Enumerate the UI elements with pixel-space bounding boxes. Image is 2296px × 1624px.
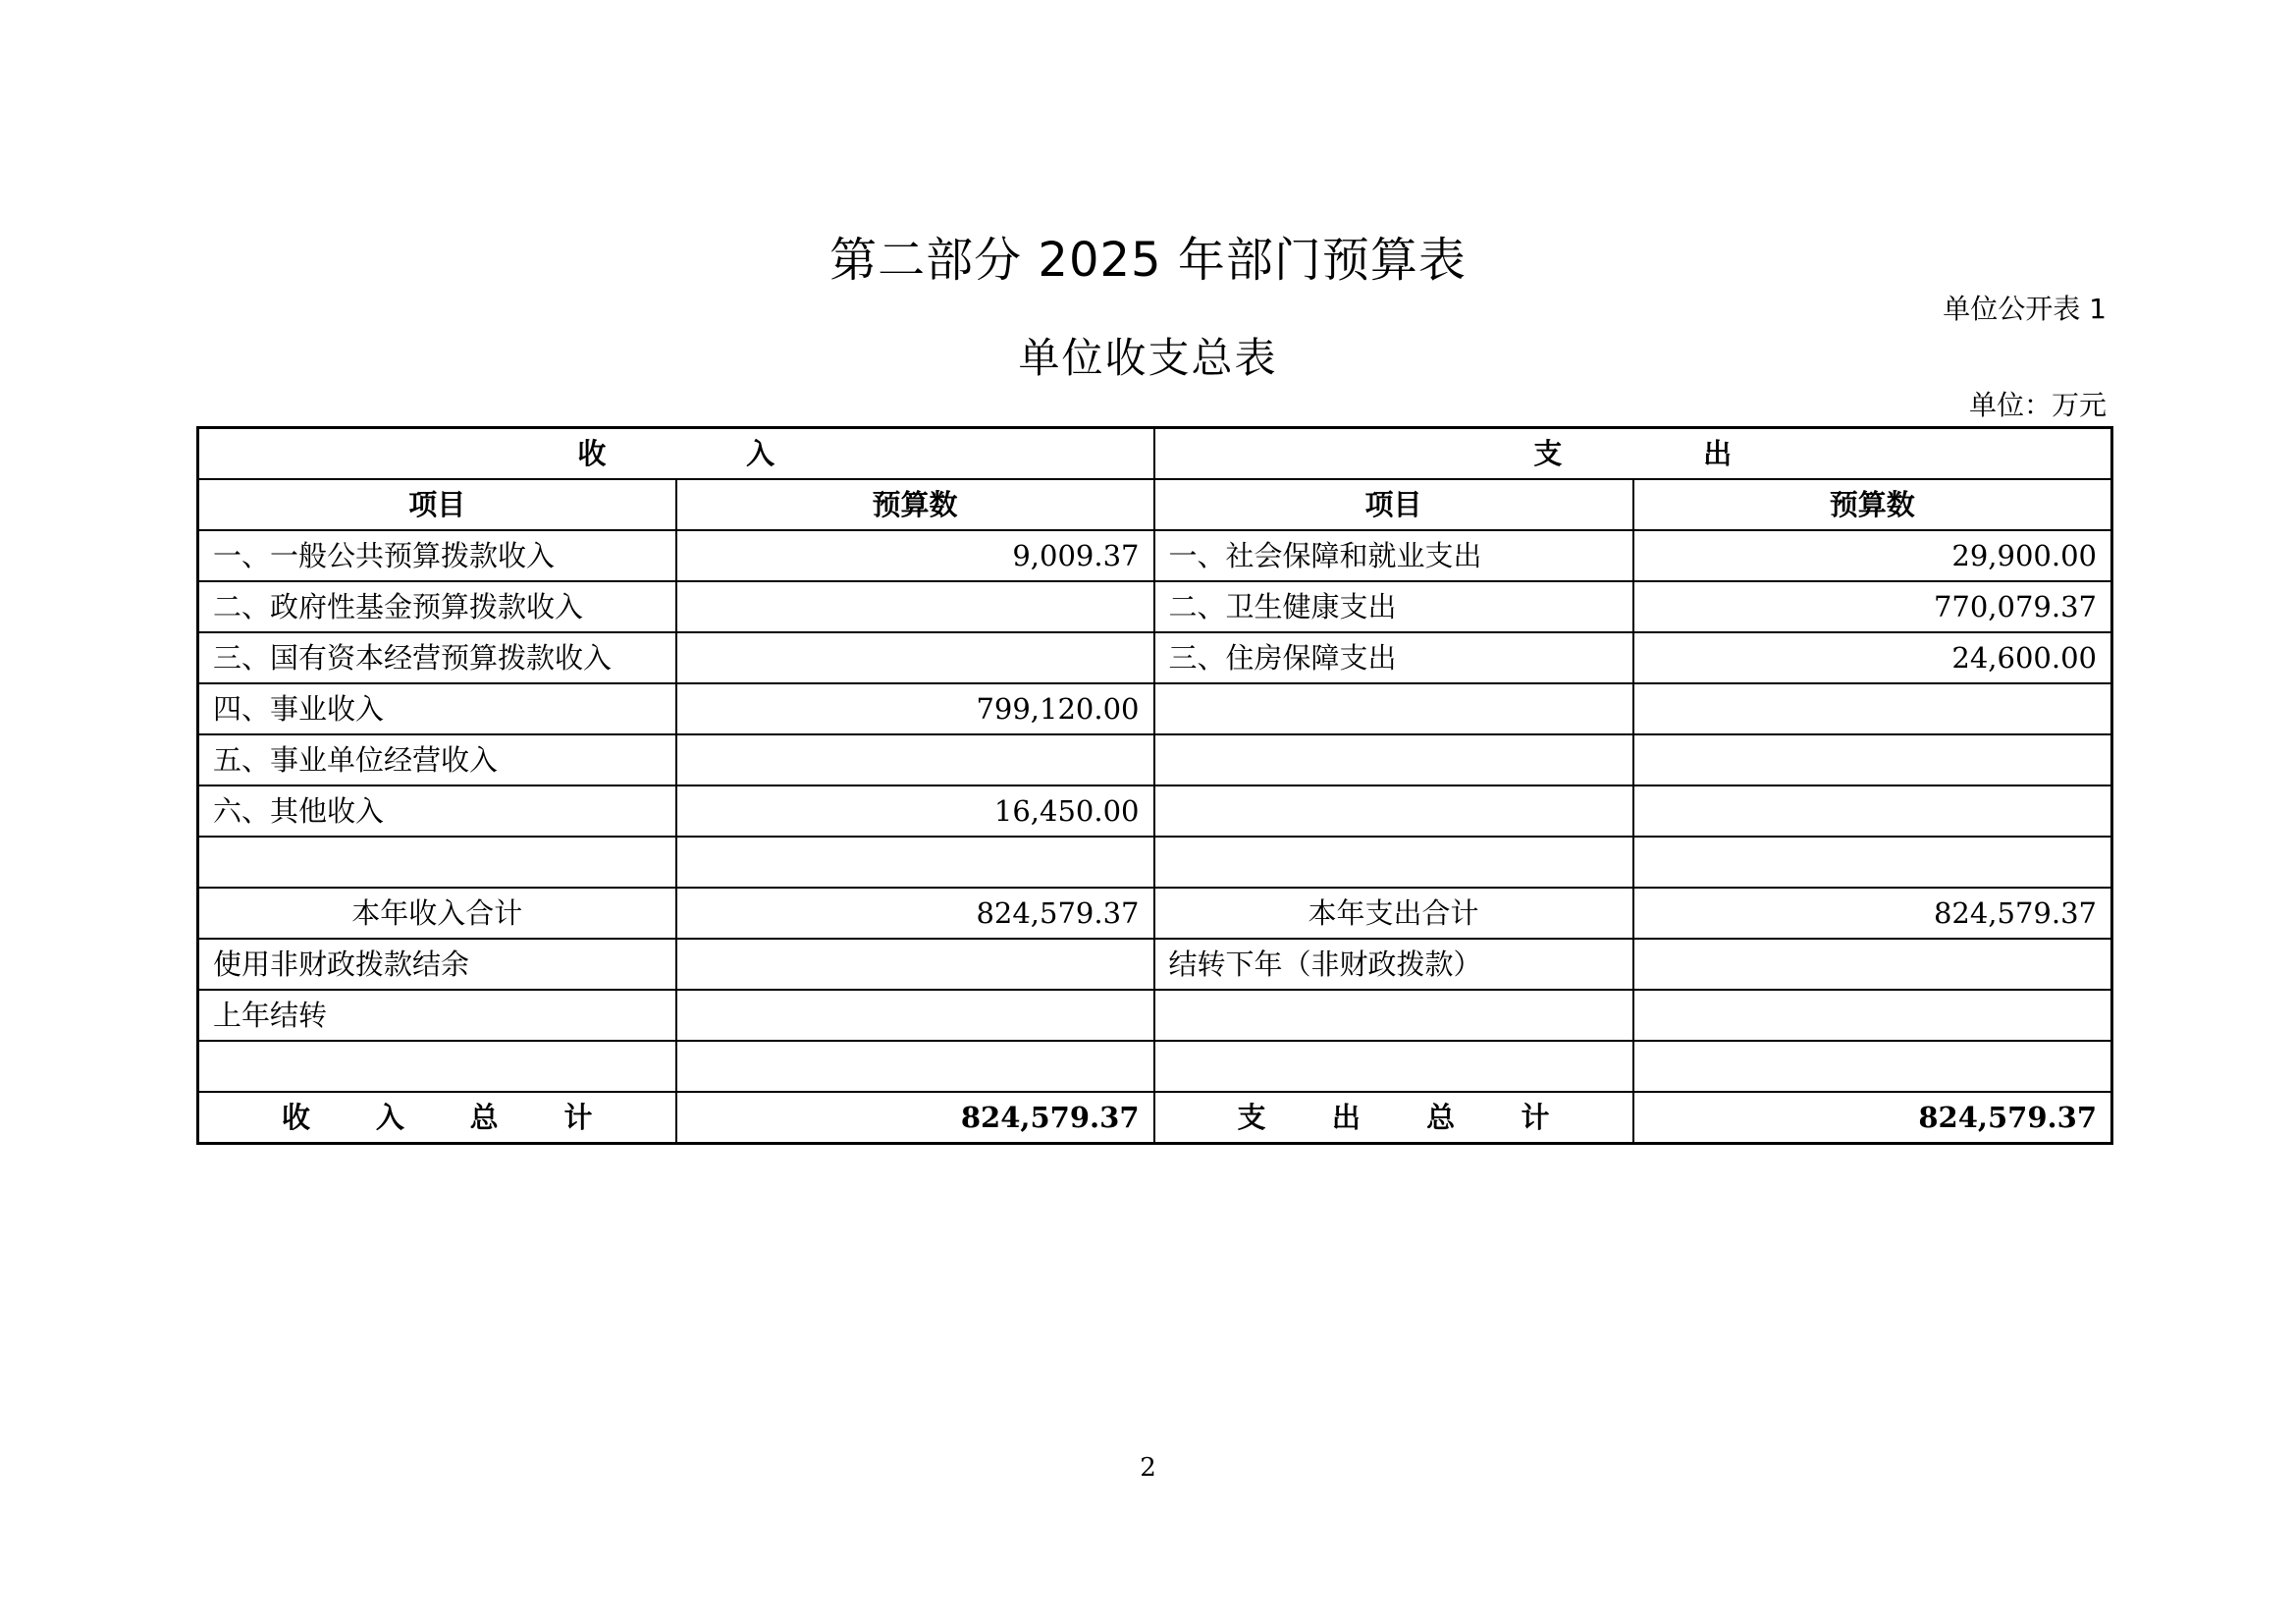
income-item: 二、政府性基金预算拨款收入 <box>198 581 676 632</box>
expense-item: 结转下年（非财政拨款） <box>1154 939 1633 990</box>
section-expense-char: 出 <box>1703 437 1733 470</box>
page-number: 2 <box>1140 1453 1156 1483</box>
expense-amount <box>1633 683 2112 734</box>
expense-item <box>1154 683 1633 734</box>
expense-amount <box>1633 734 2112 785</box>
expense-grand-total-label <box>1154 1092 1633 1144</box>
expense-item <box>1154 734 1633 785</box>
income-amount <box>676 837 1154 888</box>
income-item: 一、一般公共预算拨款收入 <box>198 530 676 581</box>
income-amount <box>676 734 1154 785</box>
income-amount <box>676 581 1154 632</box>
table-row <box>198 785 2112 837</box>
income-grand-total-label <box>198 1092 676 1144</box>
income-amount <box>676 990 1154 1041</box>
table-row <box>198 1041 2112 1092</box>
table-row <box>198 734 2112 785</box>
grand-total-char: 入 <box>375 1101 404 1134</box>
table-row <box>198 632 2112 683</box>
col-header-income-budget: 预算数 <box>676 479 1154 530</box>
expense-amount: 24,600.00 <box>1633 632 2112 683</box>
income-amount <box>676 939 1154 990</box>
grand-total-char: 收 <box>282 1101 311 1134</box>
expense-amount <box>1633 837 2112 888</box>
expense-item <box>1154 785 1633 837</box>
income-amount: 799,120.00 <box>676 683 1154 734</box>
income-item <box>198 837 676 888</box>
expense-subtotal-amount: 824,579.37 <box>1633 888 2112 939</box>
col-header-income-item: 项目 <box>198 479 676 530</box>
expense-grand-total-amount: 824,579.37 <box>1633 1092 2112 1144</box>
grand-total-char: 总 <box>1426 1101 1456 1134</box>
section-income-char: 收 <box>577 437 607 470</box>
column-header-row <box>198 479 2112 530</box>
income-item <box>198 1041 676 1092</box>
income-subtotal-label: 本年收入合计 <box>198 888 676 939</box>
form-number: 单位公开表 1 <box>1943 293 2107 325</box>
income-item: 六、其他收入 <box>198 785 676 837</box>
section-header-row <box>198 428 2112 480</box>
table-row <box>198 581 2112 632</box>
income-subtotal-amount: 824,579.37 <box>676 888 1154 939</box>
section-income-char: 入 <box>746 437 775 470</box>
table-row <box>198 837 2112 888</box>
grand-total-char: 总 <box>469 1101 499 1134</box>
income-grand-total-amount: 824,579.37 <box>676 1092 1154 1144</box>
income-item: 三、国有资本经营预算拨款收入 <box>198 632 676 683</box>
expense-item: 一、社会保障和就业支出 <box>1154 530 1633 581</box>
expense-subtotal-label: 本年支出合计 <box>1154 888 1633 939</box>
expense-amount <box>1633 939 2112 990</box>
income-item: 上年结转 <box>198 990 676 1041</box>
grand-total-row <box>198 1092 2112 1144</box>
grand-total-char: 出 <box>1331 1101 1361 1134</box>
expense-amount <box>1633 990 2112 1041</box>
income-item: 使用非财政拨款结余 <box>198 939 676 990</box>
income-amount: 9,009.37 <box>676 530 1154 581</box>
col-header-expense-budget: 预算数 <box>1633 479 2112 530</box>
grand-total-char: 计 <box>563 1101 593 1134</box>
expense-amount <box>1633 785 2112 837</box>
income-amount <box>676 1041 1154 1092</box>
subtotal-row <box>198 888 2112 939</box>
income-amount <box>676 632 1154 683</box>
table-row <box>198 683 2112 734</box>
expense-item <box>1154 837 1633 888</box>
table-row <box>198 530 2112 581</box>
grand-total-char: 计 <box>1521 1101 1550 1134</box>
unit-label: 单位：万元 <box>1968 389 2107 421</box>
expense-amount <box>1633 1041 2112 1092</box>
expense-amount: 770,079.37 <box>1633 581 2112 632</box>
table-row <box>198 939 2112 990</box>
expense-item <box>1154 1041 1633 1092</box>
expense-amount: 29,900.00 <box>1633 530 2112 581</box>
income-item: 四、事业收入 <box>198 683 676 734</box>
income-amount: 16,450.00 <box>676 785 1154 837</box>
expense-item: 二、卫生健康支出 <box>1154 581 1633 632</box>
budget-summary-table <box>196 426 2113 1145</box>
grand-total-char: 支 <box>1237 1101 1266 1134</box>
expense-item: 三、住房保障支出 <box>1154 632 1633 683</box>
section-income-header <box>198 428 1154 480</box>
income-item: 五、事业单位经营收入 <box>198 734 676 785</box>
section-expense-char: 支 <box>1533 437 1563 470</box>
page-title: 第二部分 2025 年部门预算表 <box>829 233 1467 288</box>
section-expense-header <box>1154 428 2112 480</box>
table-title: 单位收支总表 <box>1018 334 1278 382</box>
table-row <box>198 990 2112 1041</box>
col-header-expense-item: 项目 <box>1154 479 1633 530</box>
expense-item <box>1154 990 1633 1041</box>
